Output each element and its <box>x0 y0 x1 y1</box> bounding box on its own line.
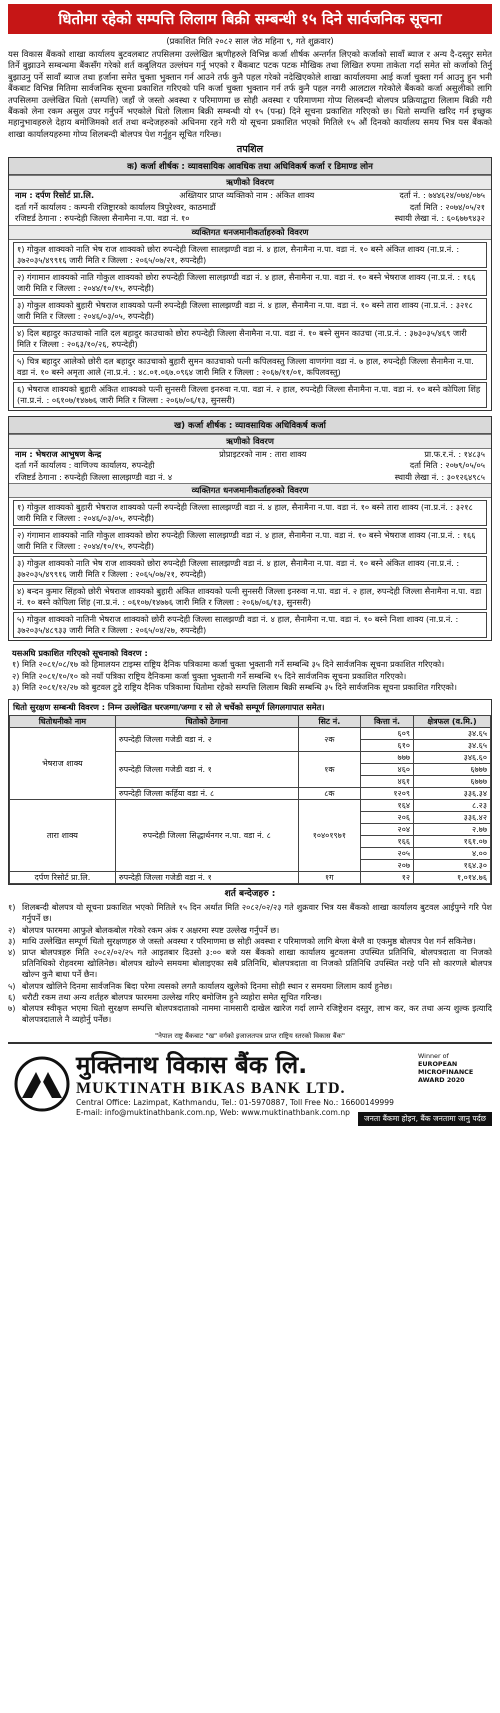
term-text: माथि उल्लेखित सम्पूर्ण धितो सुरक्षणहरु जे जस्तो अवस्था र परिमाणमा छ सोही अवस्था र परिमाणको लागि बेग्ला बेग्लै वा एकमुष्ठ बोलपत्र पेश गर्न सकिनेछ। <box>22 935 476 946</box>
table-row <box>10 872 491 884</box>
collateral-address: रुपन्देही जिल्ला सिद्धार्थनगर न.पा. वडा नं. ८ <box>115 800 298 872</box>
column-header: क्षेत्रफल (व.मि.) <box>414 716 491 728</box>
guarantor-heading: व्यक्तिगत धनजमानीकर्ताहरुको विवरण <box>9 483 491 498</box>
plot-number: ६०९ <box>361 728 414 740</box>
term-number: ७) <box>8 1003 16 1014</box>
notice-page <box>8 4 492 1705</box>
collateral-address: रुपन्देही जिल्ला गजेडी वडा नं. १ <box>115 872 298 884</box>
award-line: MICROFINANCE <box>418 1067 474 1076</box>
area-value: ३४६.६० <box>414 752 491 764</box>
plot-number: २०७ <box>361 860 414 872</box>
registration-date: दर्ता मिति : २०७४/०५/२१ <box>409 201 485 212</box>
term-number: ६) <box>8 991 16 1002</box>
previous-notices <box>8 646 492 695</box>
registered-address: रजिष्टर्ड ठेगाना : रुपन्देही जिल्ला सैनामैना न.पा. वडा नं. १० <box>15 213 190 224</box>
area-value: १,०१४.७६ <box>414 872 491 884</box>
term-item <box>8 925 492 936</box>
term-text: शिलबन्दी बोलपत्र यो सूचना प्रकाशित भएको मितिले १५ दिन अर्थात मिति २०८२/०२/२३ गते शुक्रवार भित्र यस बैंकको शाखा कार्यालय बुटवल आईपुग्ने गरि पेश गर्नुपर्ने छ। <box>22 902 492 924</box>
collateral-address: रुपन्देही जिल्ला कर्हिया वडा नं. ८ <box>115 788 298 800</box>
guarantor-entry: १) गोकुल शाक्यको बुहारी भेषराज शाक्यको पत्नी रुपन्देही जिल्ला सालझण्डी वडा नं. ४ हाल, सैनामैना न.पा. वडा नं. १० बस्ने तारा शाक्य (ना.प्र.नं. : ३२१८ जारी मिति र जिल्ला : २०४६/०३/०५, रुपन्देही) <box>13 500 487 526</box>
intro-paragraph: यस विकास बैंकको शाखा कार्यालय बुटवलबाट तपसिलमा उल्लेखित ऋणीहरुले विभिन्न कर्जा शीर्षक अन्तर्गत लिएको कर्जाको सावाँ ब्याज र अन्य दै-दस्तुर समेत तिर्ने बुझाउने सम्बन्धमा बैंकसँग गरेको शर्त कबुलियत उल्लंघन गर्नु भएको र बैंकबाट पटक पटक मौखिक तथा लिखित रुपमा ताकेता गर्दा समेत सो कर्जाको तिर्नु बुझाउनु पर्ने सावाँ ब्याज तथा हर्जाना समेत चुक्ता भुक्तान गर्न आउने तर्फ कुनै पहल गरेको नदेखिएकोले शाखा कार्यालयमा आई कर्जा चुक्ता गर्न आउनु हुन भनी बैंकबाट विभिन्न मितिमा सार्वजनिक सूचना प्रकाशित गरिएको पनि कर्जा चुक्ता भुक्तान गर्न तर्फ कुनै पहल नगरी आलटाल गरेकोले बैंकको कर्जा असुलीको लागि तपसिलमा उल्लेखित धितो (सम्पत्ति) जहाँ जे जस्तो अवस्था र परिमाणमा छ सोही अवस्था र परिमाणमा गोप्य शिलबन्दी बोलपत्र प्रक्रियाद्वारा लिलाम बिक्री गरी बैंकको लेना रकम असुल उपर गर्नुपर्ने भएकोले धितो लिलाम बिक्री सम्बन्धी यो १५ (पन्ध्र) दिने सूचना प्रकाशित गरिएको छ। धितो सम्पत्ति खरिद गर्न इच्छुक महानुभावहरुले देहाय बमोजिमको शर्त तथा बन्देजहरुको अधिनमा रहने गरी यो सूचना प्रकाशित भएको मितिले १५ औं दिनको कार्यालय समय भित्र यस बैंकको शाखा कार्यालयहरुमा गोप्य शिलबन्दी बोलपत्र पेश गर्नुहुन सूचित गरिन्छ। <box>8 49 492 139</box>
previous-notice-item: ३) मिति २०८१/१२/२७ को बुटवल टुडे राष्ट्रिय दैनिक पत्रिकामा धितोमा रहेको सम्पत्ति लिलाम बिक्री सम्बन्धि ३५ दिने सार्वजनिक सूचना प्रकाशित गरिएको। <box>12 681 457 692</box>
bank-name-english: MUKTINATH BIKAS BANK LTD. <box>76 1079 346 1097</box>
column-header: धितोधनीको नाम <box>10 716 116 728</box>
award-line: EUROPEAN <box>418 1059 458 1068</box>
collateral-address: रुपन्देही जिल्ला गजेडी वडा नं. २ <box>115 728 298 752</box>
registration-office: दर्ता गर्ने कार्यालय : वाणिज्य कार्यालय, रुपन्देही <box>15 460 155 471</box>
central-office: Central Office: Lazimpat, Kathmandu, Tel.: 01-5970887, Toll Free No.: 16600149999 <box>76 1097 394 1107</box>
term-item <box>8 1003 492 1025</box>
area-value: ४.०० <box>414 848 491 860</box>
area-value: १६४.३० <box>414 860 491 872</box>
tapsil-heading: तपशिल <box>236 144 264 156</box>
publish-date: (प्रकाशित मिति २०८२ साल जेठ महिना ९, गते शुक्रवार) <box>166 36 334 46</box>
owner-name: भेषराज शाक्य <box>10 728 116 800</box>
guarantor-entry: ४) बन्दन कुमार सिंहको छोरी भेषराज शाक्यको बुहारी अंकित शाक्यको पत्नी सुनसरी जिल्ला इनरुवा न.पा. वडा नं. २ हाल, रुपन्देही जिल्ला सैनामैना न.पा. वडा नं. १० बस्ने कोपिला शिंह (ना.प्र.नं. : ०६१०७/१४७७६ जारी मिति र जिल्ला : २०६७/०६/१३, सुनसरी) <box>13 584 487 610</box>
debtor-name: नाम : भेषराज आभुषण केन्द्र <box>15 448 102 459</box>
debtor-heading: ऋणीको विवरण <box>9 434 491 449</box>
registration-number: प्रा.फ.र.नं. : १४८३५ <box>424 448 485 459</box>
previous-notices-heading: यसअघि प्रकाशित गरिएको सूचनाको विवरण : <box>12 648 148 659</box>
plot-number: २०४ <box>361 824 414 836</box>
area-value: ३३६.३४ <box>414 788 491 800</box>
sheet-number: १क <box>298 752 361 788</box>
sheet-number: १०४०१९७१ <box>298 800 361 872</box>
sheet-number: १ग <box>298 872 361 884</box>
area-value: ३३६.४२ <box>414 812 491 824</box>
notice-title: धितोमा रहेको सम्पत्ति लिलाम बिक्री सम्बन्धी १५ दिने सार्वजनिक सूचना <box>8 4 492 34</box>
area-value: १६१.०७ <box>414 836 491 848</box>
bank-logo-icon <box>14 1056 70 1112</box>
plot-number: २०५ <box>361 848 414 860</box>
guarantor-entry: २) गंगामान शाक्यको नाति गोकुल शाक्यको छोरा रुपन्देही जिल्ला सालझण्डी वडा नं. ४ हाल, सैनामैना न.पा. वडा नं. १० बस्ने भेषराज शाक्य (ना.प्र.नं. : १६६ जारी मिति र जिल्ला : २०४४/१०/१५, रुपन्देही) <box>13 270 487 296</box>
term-number: १) <box>8 902 16 913</box>
email-web: E-mail: info@muktinathbank.com.np, Web: www.muktinathbank.com.np <box>76 1107 350 1117</box>
owner-name: दर्पण रिसोर्ट प्रा.लि. <box>10 872 116 884</box>
term-text: धरौटी रकम तथा अन्य शर्तहरु बोलपत्र फारममा उल्लेख गरिए बमोजिम हुने व्यहोरा समेत सूचित गरिन्छ। <box>22 991 322 1002</box>
sheet-number: २क <box>298 728 361 752</box>
guarantor-heading: व्यक्तिगत धनजमानीकर्ताहरुको विवरण <box>9 225 491 240</box>
term-text: प्राप्त बोलपत्रहरु मिति २०८२/०२/२५ गते आइतबार दिउसो ३:०० बजे यस बैंकको शाखा कार्यालय बुटवलमा उपस्थित प्रतिनिधि, बोलपत्रदाता वा निजको प्रतिनिधिको रोहवरमा खोलिनेछ। बोलपत्र खोल्ने समयमा बोलाइएका सबै प्रतिनिधि, बोलपत्रदाता वा निजको प्रतिनिधि उपस्थित नरहे पनि सो कारणले बोलपत्र खोल्न कुनै बाधा पर्ने छैन। <box>22 947 492 980</box>
collateral-table <box>9 715 491 884</box>
previous-notice-item: २) मिति २०८१/१०/१० को नयाँ पत्रिका राष्ट्रिय दैनिकमा कर्जा चुक्ता भुक्तानी गर्ने सम्बन्धि १५ दिने सार्वजनिक सूचना प्रकाशित गरिएको। <box>12 670 407 681</box>
plot-number: ४६० <box>361 764 414 776</box>
terms-heading: शर्त बन्देजहरु : <box>224 889 276 900</box>
column-header: सिट नं. <box>298 716 361 728</box>
guarantor-entry: २) गंगामान शाक्यको नाति गोकुल शाक्यको छोरा रुपन्देही जिल्ला सालझण्डी वडा नं. ४ हाल, सैनामैना न.पा. वडा नं. १० बस्ने भेषराज शाक्य (ना.प्र.नं. : १६६ जारी मिति र जिल्ला : २०४४/१०/१५, रुपन्देही) <box>13 528 487 554</box>
section-a <box>8 157 492 411</box>
guarantor-entry: ५) चित्र बहादुर आलेको छोरी दल बहादुर काउचाको बुहारी सुमन काउचाको पत्नी कपिलवस्तु जिल्ला वाणगंगा वडा नं. ७ हाल, रुपन्देही जिल्ला सैनामैना न.पा. वडा नं. १० बस्ने अमृता आले (ना.प्र.नं. : ४८.०१.०६७.०९६४ जारी मिति र जिल्ला : २०६७/११/०१, कपिलवस्तु) <box>13 354 487 380</box>
area-value: ३४.६५ <box>414 740 491 752</box>
plot-number: २०६ <box>361 812 414 824</box>
award-badge <box>418 1052 488 1084</box>
registered-address: रजिष्टर्ड ठेगाना : रुपन्देही जिल्ला सालझण्डी वडा नं. ४ <box>15 471 173 482</box>
area-value: ६७७७ <box>414 764 491 776</box>
column-header: कित्ता नं. <box>361 716 414 728</box>
table-row <box>10 728 491 740</box>
area-value: ८.२३ <box>414 800 491 812</box>
term-number: ३) <box>8 935 16 946</box>
area-value: २.७७ <box>414 824 491 836</box>
term-item <box>8 947 492 981</box>
guarantor-entry: १) गोकुल शाक्यको नाति भेष राज शाक्यको छोरा रुपन्देही जिल्ला सालझण्डी वडा नं. ४ हाल, सैनामैना न.पा. वडा नं. १० बस्ने अंकित शाक्य (ना.प्र.नं. : ३७२०३५/४९९१६ जारी मिति र जिल्ला : २०६५/०७/२१, रुपन्देही) <box>13 242 487 268</box>
term-number: ५) <box>8 980 16 991</box>
plot-number: १६६ <box>361 836 414 848</box>
term-text: बोलपत्र फारममा आफुले बोलकबोल गरेको रकम अंक र अक्षरमा स्पष्ट उल्लेख गर्नुपर्ने छ। <box>22 924 280 935</box>
term-item <box>8 936 492 947</box>
term-number: ४) <box>8 947 16 958</box>
plot-number: ४६१ <box>361 776 414 788</box>
term-item <box>8 902 492 924</box>
collateral-address: रुपन्देही जिल्ला गजेडी वडा नं. १ <box>115 752 298 788</box>
guarantor-entry: ३) गोकुल शाक्यको नाति भेष राज शाक्यको छोरा रुपन्देही जिल्ला सालझण्डी वडा नं. ४ हाल, सैनामैना न.पा. वडा नं. १० बस्ने अंकित शाक्य (ना.प्र.नं. : ३७२०३५/४९९१६ जारी मिति र जिल्ला : २०६५/०७/२१, रुपन्देही) <box>13 556 487 582</box>
section-a-heading: क) कर्जा शीर्षक : व्यावसायिक आवधिक तथा अधिविकर्ष कर्जा र डिमाण्ड लोन <box>9 158 491 175</box>
bank-slogan: जनता बैंकमा होइन, बैंक जनतामा जानु पर्दछ <box>358 1112 492 1126</box>
award-line: AWARD 2020 <box>418 1075 465 1084</box>
proprietor-name: प्रोप्राइटरको नाम : तारा शाक्य <box>219 448 307 459</box>
pan-number: स्थायी लेखा नं. : ३०१२६४९८५ <box>394 471 485 482</box>
guarantor-entry: ४) दिल बहादुर काउचाको नाति दल बहादुर काउचाको छोरा रुपन्देही जिल्ला सैनामैना न.पा. वडा नं. १० बस्ने सुमन काउचा (ना.प्र.नं. : ३७३०३५/४६९ जारी मिति र जिल्ला : २०६३/१०/२६, रुपन्देही) <box>13 326 487 352</box>
debtor-heading: ऋणीको विवरण <box>9 175 491 190</box>
term-text: बोलपत्र खोलिने दिनमा सार्वजनिक बिदा परेमा त्यसको लगतै कार्यालय खुलेको दिनमा सोही स्थान र समयमा लिलाम कार्य हुनेछ। <box>22 980 393 991</box>
guarantor-entry: ५) गोकुल शाक्यको नातिनी भेषराज शाक्यको छोरी रुपन्देही जिल्ला सालझण्डी वडा नं. ४ हाल, सैनामैना न.पा. वडा नं. १० बस्ने निशा शाक्य (ना.प्र.नं. : ३७२०३५/४८९३३ जारी मिति र जिल्ला : २०६५/०४/२७, रुपन्देही) <box>13 612 487 638</box>
plot-number: ७७७ <box>361 752 414 764</box>
plot-number: १२ <box>361 872 414 884</box>
plot-number: १२०९ <box>361 788 414 800</box>
column-header: धितोको ठेगाना <box>115 716 298 728</box>
license-note: "नेपाल राष्ट्र बैंकबाट "ख" वर्गको इजाजतपत्र प्राप्त राष्ट्रिय स्तरको विकास बैंक" <box>155 1031 345 1040</box>
collateral-section <box>8 699 492 885</box>
previous-notice-item: १) मिति २०८१/०८/१७ को हिमालयन टाइम्स राष्ट्रिय दैनिक पत्रिकामा कर्जा चुक्ता भुक्तानी गर्ने सम्बन्धि ३५ दिने सार्वजनिक सूचना प्रकाशित गरिएको। <box>12 659 445 670</box>
term-item <box>8 981 492 992</box>
term-number: २) <box>8 924 16 935</box>
pan-number: स्थायी लेखा नं. : ६०६७७९४३२ <box>394 213 485 224</box>
award-line: Winner of <box>418 1051 449 1060</box>
bank-footer <box>8 1042 492 1124</box>
area-value: ३४.६५ <box>414 728 491 740</box>
guarantor-entry: ६) भेषराज शाक्यको बुहारी अंकित शाक्यको पत्नी सुनसरी जिल्ला इनरुवा न.पा. वडा नं. २ हाल, रुपन्देही जिल्ला सैनामैना न.पा. वडा नं. १० बस्ने कोपिला शिंह (ना.प्र.नं. : ०६१०७/१४७७६ जारी मिति र जिल्ला : २०६७/०६/१३, सुनसरी) <box>13 382 487 408</box>
terms-section <box>8 889 492 1025</box>
section-b-heading: ख) कर्जा शीर्षक : व्यावसायिक अधिविकर्ष कर्जा <box>9 417 491 434</box>
table-row <box>10 800 491 812</box>
owner-name: तारा शाक्य <box>10 800 116 872</box>
debtor-name: नाम : दर्पण रिसोर्ट प्रा.लि. <box>15 190 95 201</box>
registration-number: दर्ता नं. : ७४४६२४/०७४/०७५ <box>399 190 485 201</box>
plot-number: १६४ <box>361 800 414 812</box>
plot-number: ६१० <box>361 740 414 752</box>
sheet-number: ८क <box>298 788 361 800</box>
section-b <box>8 416 492 642</box>
collateral-heading: धितो सुरक्षण सम्बन्धी विवरण : निम्न उल्लेखित घरजग्गा/जग्गा र सो ले चर्चेको सम्पूर्ण लिगलगापात समेत। <box>13 702 325 713</box>
term-item <box>8 992 492 1003</box>
guarantor-entry: ३) गोकुल शाक्यको बुहारी भेषराज शाक्यको पत्नी रुपन्देही जिल्ला सालझण्डी वडा नं. ४ हाल, सैनामैना न.पा. वडा नं. १० बस्ने तारा शाक्य (ना.प्र.नं. : ३२१८ जारी मिति र जिल्ला : २०४६/०३/०५, रुपन्देही) <box>13 298 487 324</box>
term-text: बोलपत्र स्वीकृत भएमा धितो सुरक्षण सम्पत्ति बोलपत्रदाताको नाममा नामसारी दाखेल खारेज गर्दा लाग्ने रजिष्ट्रेशन दस्तुर, लाभ कर, कर तथा अन्य शुल्क इत्यादि बोलपत्रदाताले नै व्यहोर्नु पर्नेछ। <box>22 1003 492 1025</box>
area-value: ६७७७ <box>414 776 491 788</box>
registration-office: दर्ता गर्ने कार्यालय : कम्पनी रजिष्ट्रारको कार्यालय त्रिपुरेश्वर, काठमाडौं <box>15 201 216 212</box>
bank-name-nepali: मुक्तिनाथ विकास बैंक लि. <box>76 1050 308 1079</box>
authorized-person: अख्तियार प्राप्त व्यक्तिको नाम : अंकित शाक्य <box>179 190 315 201</box>
registration-date: दर्ता मिति : २०७९/०५/०५ <box>409 460 485 471</box>
